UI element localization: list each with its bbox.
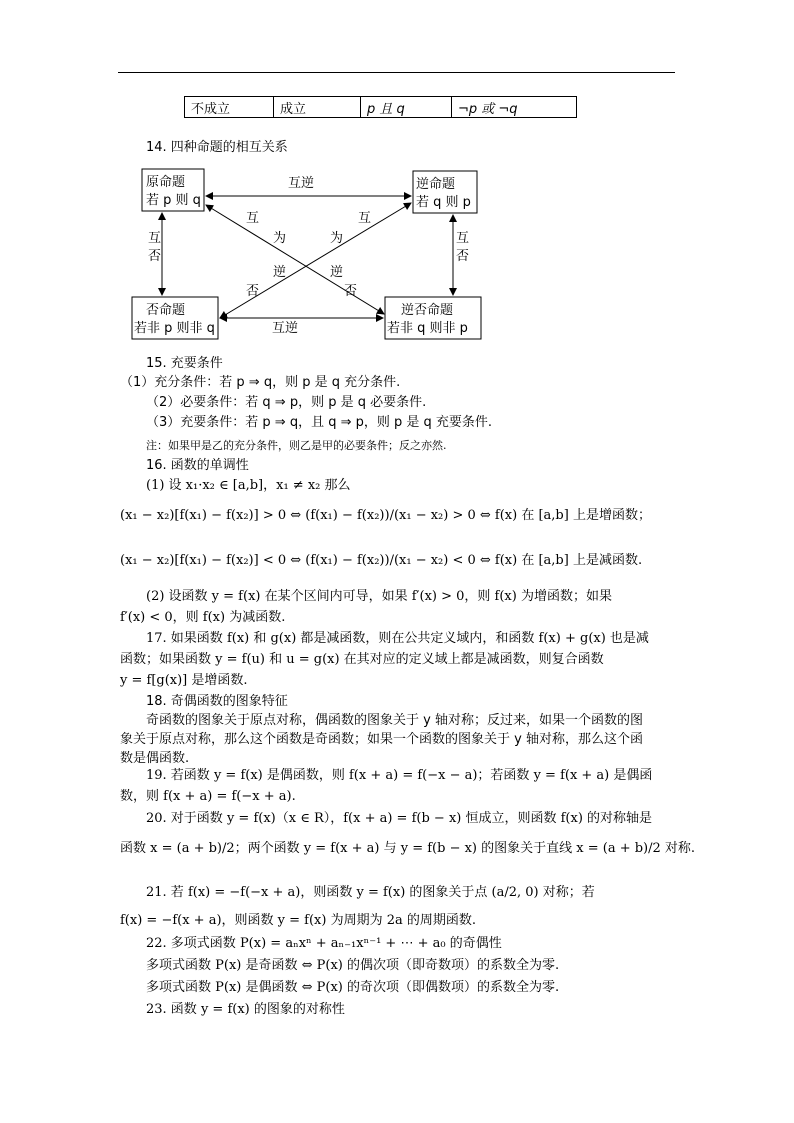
text-line: 数，则 f(x + a) = f(−x + a).: [120, 789, 296, 804]
box-original-line2: 若 p 则 q: [146, 193, 201, 208]
formula-line: (x₁ − x₂)[f(x₁) − f(x₂)] < 0 ⇔ (f(x₁) − f(x₂))/(x₁ − x₂) < 0 ⇔ f(x) 在 [a,b] 上是减函数.: [120, 553, 643, 568]
text-line: (2) 设函数 y = f(x) 在某个区间内可导，如果 f′(x) > 0，则 f(x) 为增函数；如果: [146, 589, 612, 604]
text-line: 17. 如果函数 f(x) 和 g(x) 都是减函数，则在公共定义域内，和函数 f(x) + g(x) 也是减: [146, 631, 649, 646]
text-line: 21. 若 f(x) = −f(−x + a)，则函数 y = f(x) 的图象关于点 (a/2, 0) 对称；若: [146, 885, 595, 900]
section-15-title: 15. 充要条件: [146, 356, 223, 371]
text-line: 奇函数的图象关于原点对称，偶函数的图象关于 y 轴对称；反过来，如果一个函数的图: [146, 713, 643, 728]
text-line: （3）充要条件：若 p ⇒ q，且 q ⇒ p，则 p 是 q 充要条件.: [146, 415, 493, 430]
label-diag: 为: [330, 231, 344, 246]
text-line: （2）必要条件：若 q ⇒ p，则 p 是 q 必要条件.: [146, 395, 427, 410]
text-line: 函数；如果函数 y = f(u) 和 u = g(x) 在其对应的定义域上都是减函数，则复合函数: [120, 652, 604, 667]
text-line: 函数 x = (a + b)/2；两个函数 y = f(x + a) 与 y = f(b − x) 的图象关于直线 x = (a + b)/2 对称.: [120, 841, 696, 856]
text-line: （1）充分条件：若 p ⇒ q，则 p 是 q 充分条件.: [120, 375, 401, 390]
formula-line: (x₁ − x₂)[f(x₁) − f(x₂)] > 0 ⇔ (f(x₁) − f(x₂))/(x₁ − x₂) > 0 ⇔ f(x) 在 [a,b] 上是增函数；: [120, 508, 651, 523]
text-line: y = f[g(x)] 是增函数.: [120, 673, 248, 688]
label-diag: 互: [246, 211, 260, 226]
proposition-diagram: [0, 0, 794, 360]
text-line: 多项式函数 P(x) 是奇函数 ⇔ P(x) 的偶次项（即奇数项）的系数全为零.: [146, 958, 560, 973]
label-left-1: 互: [148, 231, 162, 246]
text-line: 多项式函数 P(x) 是偶函数 ⇔ P(x) 的奇次项（即偶数项）的系数全为零.: [146, 980, 560, 995]
box-contrapositive-line1: 逆否命题: [401, 303, 454, 318]
text-line: f′(x) < 0，则 f(x) 为减函数.: [120, 610, 286, 625]
label-diag: 否: [246, 284, 260, 299]
section-22-title: 22. 多项式函数 P(x) = aₙxⁿ + aₙ₋₁xⁿ⁻¹ + ⋯ + a₀ 的奇偶性: [146, 936, 502, 951]
label-right-1: 互: [456, 231, 470, 246]
box-contrapositive-line2: 若非 q 则非 p: [387, 321, 468, 336]
label-left-2: 否: [148, 249, 162, 264]
section-14-title: 14. 四种命题的相互关系: [146, 140, 288, 155]
label-diag: 逆: [273, 265, 287, 280]
section-23-title: 23. 函数 y = f(x) 的图象的对称性: [146, 1002, 345, 1017]
table-cell: 不成立: [185, 97, 274, 118]
table-cell: ¬p 或 ¬q: [452, 97, 577, 118]
text-line: 20. 对于函数 y = f(x)（x ∈ R），f(x + a) = f(b − x) 恒成立，则函数 f(x) 的对称轴是: [146, 811, 653, 826]
text-line: 数是偶函数.: [120, 751, 190, 766]
box-converse-line1: 逆命题: [416, 177, 456, 192]
table-cell: p 且 q: [361, 97, 452, 118]
label-diag: 为: [273, 231, 287, 246]
section-16-title: 16. 函数的单调性: [146, 458, 249, 473]
label-diag: 互: [358, 211, 372, 226]
text-line: f(x) = −f(x + a)，则函数 y = f(x) 为周期为 2a 的周期函数.: [120, 913, 477, 928]
label-diag: 逆: [330, 265, 344, 280]
box-original-line1: 原命题: [146, 175, 186, 190]
text-line: 19. 若函数 y = f(x) 是偶函数，则 f(x + a) = f(−x − a)；若函数 y = f(x + a) 是偶函: [146, 768, 653, 783]
note-line: 注：如果甲是乙的充分条件，则乙是甲的必要条件；反之亦然.: [146, 439, 447, 452]
box-inverse-line2: 若非 p 则非 q: [134, 321, 215, 336]
label-diag: 否: [344, 284, 358, 299]
table-cell: 成立: [274, 97, 361, 118]
text-line: (1) 设 x₁·x₂ ∈ [a,b]，x₁ ≠ x₂ 那么: [146, 478, 351, 493]
label-top: 互逆: [288, 176, 315, 191]
text-line: 象关于原点对称，那么这个函数是奇函数；如果一个函数的图象关于 y 轴对称，那么这个函: [120, 732, 643, 747]
box-converse-line2: 若 q 则 p: [416, 195, 471, 210]
section-18-title: 18. 奇偶函数的图象特征: [146, 694, 288, 709]
box-inverse-line1: 否命题: [146, 303, 186, 318]
label-right-2: 否: [456, 249, 470, 264]
label-bottom: 互逆: [272, 321, 299, 336]
